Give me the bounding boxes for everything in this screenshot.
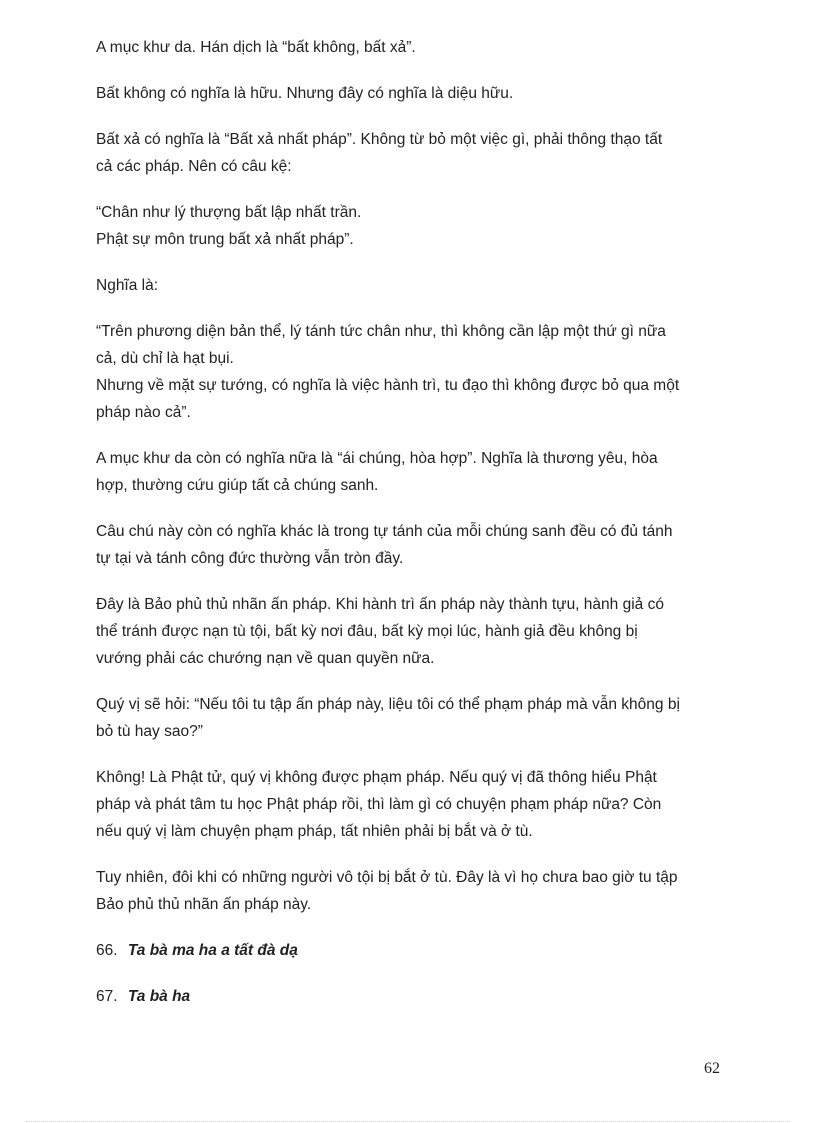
text-line: Câu chú này còn có nghĩa khác là trong tự tánh của mỗi chúng sanh đều có đủ tánh — [96, 523, 673, 540]
paragraph-12 — [96, 864, 726, 918]
text-line: nếu quý vị làm chuyện phạm pháp, tất nhiên phải bị bắt và ở tù. — [96, 823, 533, 840]
text-line: Không! Là Phật tử, quý vị không được phạm pháp. Nếu quý vị đã thông hiểu Phật — [96, 769, 657, 786]
text-line: cả, dù chỉ là hạt bụi. — [96, 350, 234, 367]
mantra-number: 67. — [96, 988, 118, 1005]
mantra-heading-67 — [96, 983, 726, 1010]
text-line: “Chân như lý thượng bất lập nhất trần. — [96, 204, 362, 221]
text-line: tự tại và tánh công đức thường vẫn tròn đầy. — [96, 550, 404, 567]
paragraph-5 — [96, 272, 726, 299]
verse-quote — [96, 199, 726, 253]
text-line: vướng phải các chướng nạn về quan quyền nữa. — [96, 650, 435, 667]
text-line: hợp, thường cứu giúp tất cả chúng sanh. — [96, 477, 379, 494]
paragraph-9 — [96, 591, 726, 672]
text-line: thể tránh được nạn tù tội, bất kỳ nơi đâu, bất kỳ mọi lúc, hành giả đều không bị — [96, 623, 638, 640]
text-line: Bất không có nghĩa là hữu. Nhưng đây có nghĩa là diệu hữu. — [96, 85, 514, 102]
text-line: cả các pháp. Nên có câu kệ: — [96, 158, 292, 175]
text-line: Bất xả có nghĩa là “Bất xả nhất pháp”. Không từ bỏ một việc gì, phải thông thạo tất — [96, 131, 663, 148]
text-line: pháp nào cả”. — [96, 404, 191, 421]
text-line: Đây là Bảo phủ thủ nhãn ấn pháp. Khi hành trì ấn pháp này thành tựu, hành giả có — [96, 596, 664, 613]
text-line: A mục khư da. Hán dịch là “bất không, bất xả”. — [96, 39, 416, 56]
text-line: A mục khư da còn có nghĩa nữa là “ái chúng, hòa hợp”. Nghĩa là thương yêu, hòa — [96, 450, 658, 467]
text-line: bỏ tù hay sao?” — [96, 723, 203, 740]
mantra-heading-66 — [96, 937, 726, 964]
meaning-quote — [96, 318, 726, 426]
paragraph-2 — [96, 80, 726, 107]
text-line: Nghĩa là: — [96, 277, 159, 294]
text-line: Bảo phủ thủ nhãn ấn pháp này. — [96, 896, 312, 913]
paragraph-1 — [96, 34, 726, 61]
text-line: Tuy nhiên, đôi khi có những người vô tội bị bắt ở tù. Đây là vì họ chưa bao giờ tu tập — [96, 869, 678, 886]
text-line: Quý vị sẽ hỏi: “Nếu tôi tu tập ấn pháp này, liệu tôi có thể phạm pháp mà vẫn không bị — [96, 696, 680, 713]
text-line: pháp và phát tâm tu học Phật pháp rồi, thì làm gì có chuyện phạm pháp nữa? Còn — [96, 796, 662, 813]
mantra-title: Ta bà ma ha a tất đà dạ — [127, 942, 298, 959]
paragraph-7 — [96, 445, 726, 499]
page-bottom-border — [26, 1121, 790, 1122]
paragraph-3 — [96, 126, 726, 180]
paragraph-10 — [96, 691, 726, 745]
paragraph-11 — [96, 764, 726, 845]
mantra-title: Ta bà ha — [127, 988, 191, 1005]
text-line: “Trên phương diện bản thể, lý tánh tức chân như, thì không cần lập một thứ gì nữa — [96, 323, 666, 340]
page-content — [96, 34, 726, 1029]
text-line: Nhưng về mặt sự tướng, có nghĩa là việc hành trì, tu đạo thì không được bỏ qua một — [96, 377, 680, 394]
mantra-number: 66. — [96, 942, 118, 959]
text-line: Phật sự môn trung bất xả nhất pháp”. — [96, 231, 354, 248]
page-number: 62 — [704, 1060, 720, 1077]
paragraph-8 — [96, 518, 726, 572]
